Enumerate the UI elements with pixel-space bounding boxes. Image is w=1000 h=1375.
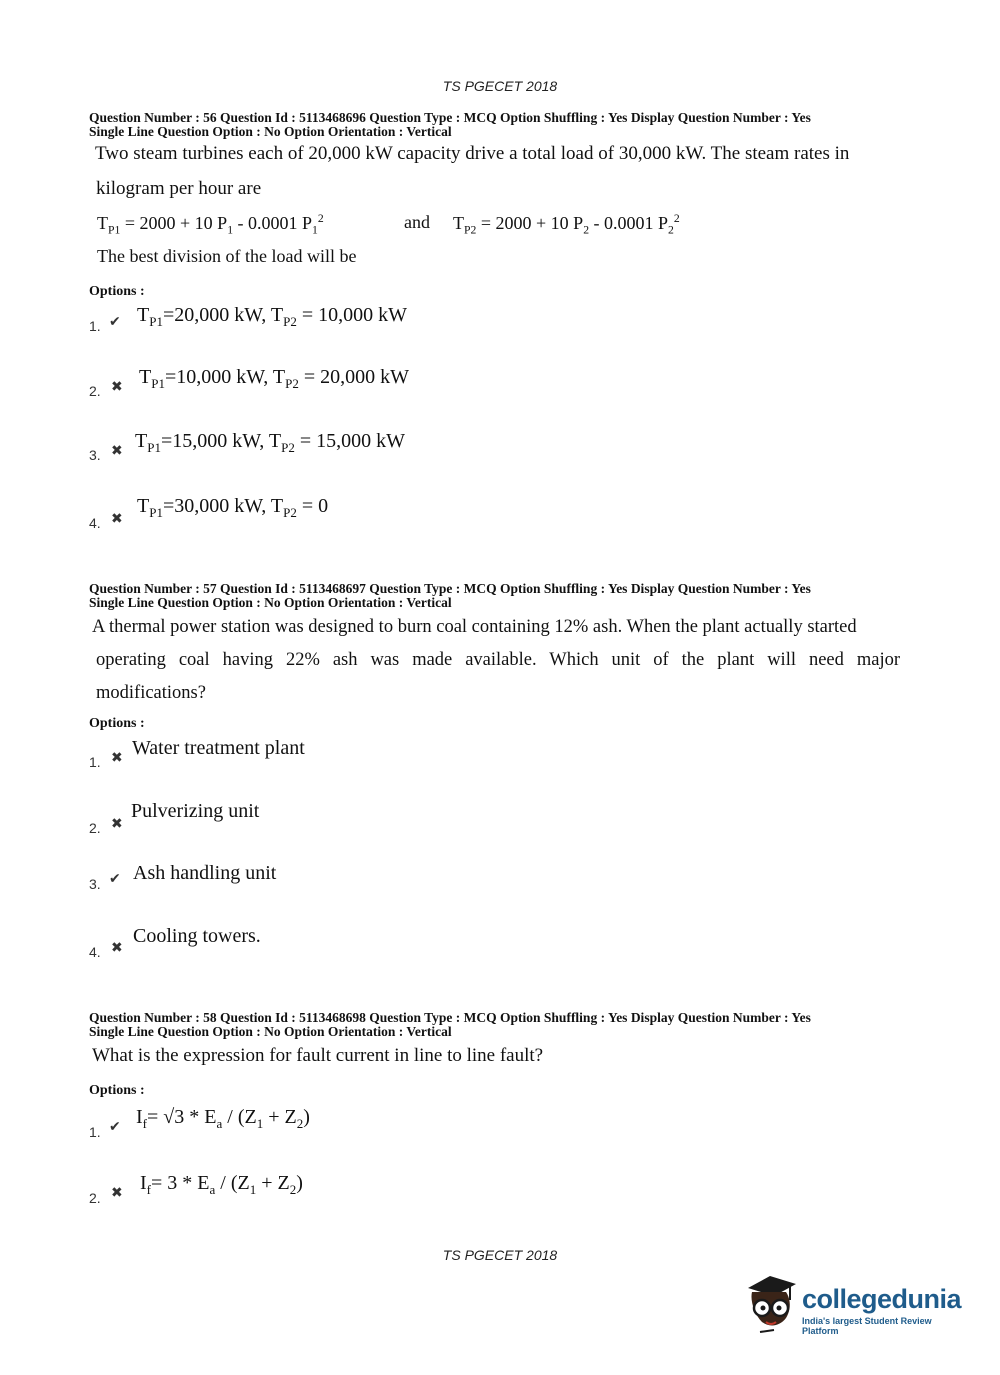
question-56-text-line-1: Two steam turbines each of 20,000 kW capacity drive a total load of 30,000 kW. The steam rates in <box>95 143 850 164</box>
question-57-options-label: Options : <box>89 716 145 731</box>
cross-icon: ✖ <box>111 1185 123 1201</box>
question-57-meta-line-2: Single Line Question Option : No Option Orientation : Vertical <box>89 595 452 610</box>
cross-icon: ✖ <box>111 511 123 527</box>
question-58-meta-line-2: Single Line Question Option : No Option Orientation : Vertical <box>89 1024 452 1039</box>
question-56-text-line-2: kilogram per hour are <box>96 178 262 199</box>
check-icon: ✔ <box>109 871 121 887</box>
q57-option-1-number: 1. <box>89 754 101 770</box>
q56-option-3-text: $T_{P1}=15,000$ kW, $T_{P2} = 15,000$ kW <box>135 430 406 455</box>
mascot-icon <box>740 1270 802 1336</box>
q57-option-1-text: Water treatment plant <box>132 737 305 759</box>
cross-icon: ✖ <box>111 816 123 832</box>
q57-option-3-number: 3. <box>89 876 101 892</box>
question-57-text-line-1: A thermal power station was designed to burn coal containing 12% ash. When the plant actually started <box>92 617 857 637</box>
q57-option-2-number: 2. <box>89 820 101 836</box>
question-56-meta-line-2: Single Line Question Option : No Option Orientation : Vertical <box>89 124 452 139</box>
question-56-meta-line-1: Question Number : 56 Question Id : 5113468696 Question Type : MCQ Option Shuffling : Yes Display Question Number : Yes <box>89 110 811 125</box>
q57-option-3-text: Ash handling unit <box>133 862 277 884</box>
cross-icon: ✖ <box>111 379 123 395</box>
q56-option-3-number: 3. <box>89 447 101 463</box>
q58-option-2-formula: $I_f= 3 * E_a / (Z_1 + Z_2)$ <box>140 1172 303 1197</box>
logo-tagline: India's largest Student Review Platform <box>802 1316 932 1336</box>
q57-option-2-text: Pulverizing unit <box>131 800 260 822</box>
q56-option-2-number: 2. <box>89 383 101 399</box>
question-58-meta-line-1: Question Number : 58 Question Id : 5113468698 Question Type : MCQ Option Shuffling : Yes Display Question Number : Yes <box>89 1010 811 1025</box>
q56-option-2-text: $T_{P1}=10,000$ kW, $T_{P2} = 20,000$ kW <box>139 366 410 391</box>
q58-option-1-formula: $I_f= √3 * E_a / (Z_1 + Z_2)$ <box>136 1106 310 1131</box>
question-56-text-line-4: The best division of the load will be <box>97 246 357 266</box>
q56-option-1-number: 1. <box>89 318 101 334</box>
collegedunia-logo <box>740 1270 970 1340</box>
page-header-title: TS PGECET 2018 <box>442 78 558 94</box>
question-58-text-line-1: What is the expression for fault current in line to line fault? <box>92 1045 544 1066</box>
q58-option-2-number: 2. <box>89 1190 101 1206</box>
question-56-options-label: Options : <box>89 284 145 299</box>
q56-option-4-text: $T_{P1}=30,000$ kW, $T_{P2} = 0$ <box>137 495 329 520</box>
check-icon: ✔ <box>109 314 121 330</box>
q56-option-1-text: $T_{P1}=20,000$ kW, $T_{P2} = 10,000$ kW <box>137 304 408 329</box>
question-56-equation-1: $T_{P1} = 2000 + 10$ $P_1 - 0.0001$ $P_1^2$ <box>97 212 324 237</box>
logo-wordmark: collegedunia <box>802 1284 962 1314</box>
cross-icon: ✖ <box>111 443 123 459</box>
q57-option-4-number: 4. <box>89 944 101 960</box>
q56-option-4-number: 4. <box>89 515 101 531</box>
cross-icon: ✖ <box>111 750 123 766</box>
question-58-options-label: Options : <box>89 1083 145 1098</box>
question-56-and-word: and <box>404 212 430 232</box>
q58-option-1-number: 1. <box>89 1124 101 1140</box>
question-57-meta-line-1: Question Number : 57 Question Id : 5113468697 Question Type : MCQ Option Shuffling : Yes Display Question Number : Yes <box>89 581 811 596</box>
question-57-text-line-2: operating coal having 22% ash was made available. Which unit of the plant will need major <box>96 650 900 670</box>
page-footer-title: TS PGECET 2018 <box>442 1247 558 1263</box>
question-57-text-line-3: modifications? <box>96 683 206 703</box>
check-icon: ✔ <box>109 1119 121 1135</box>
question-56-equation-2: $T_{P2} = 2000 + 10$ $P_2 - 0.0001$ $P_2^2$ <box>453 212 680 237</box>
q57-option-4-text: Cooling towers. <box>133 925 261 947</box>
cross-icon: ✖ <box>111 940 123 956</box>
